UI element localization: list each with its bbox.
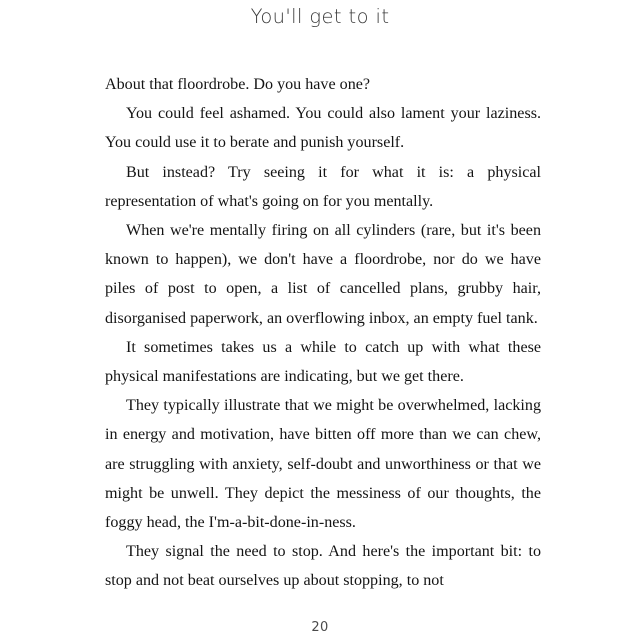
page-number: 20 (311, 620, 329, 635)
paragraph: When we're mentally firing on all cylinders (rare, but it's been known to happen), we don't have a floordrobe, nor do we have piles of post to open, a list of cancelled plans, grubby hair, disorganised paperwork, an overflowing inbox, an empty fuel tank. (105, 222, 541, 327)
paragraph: About that floordrobe. Do you have one? (105, 76, 371, 93)
paragraph: They typically illustrate that we might be overwhelmed, lacking in energy and motivation, have bitten off more than we can chew, are struggling with anxiety, self-doubt and unworthiness or that we might be unwell. They depict the messiness of our thoughts, the foggy head, the I'm-a-bit-done-in-ness. (105, 397, 541, 532)
body-text-column (105, 70, 541, 596)
paragraph: It sometimes takes us a while to catch up with what these physical manifestations are indicating, but we get there. (105, 338, 541, 386)
paragraph: You could feel ashamed. You could also lament your laziness. You could use it to berate and punish yourself. (105, 105, 541, 152)
chapter-title: You'll get to it (250, 5, 390, 28)
paragraph: They signal the need to stop. And here's the important bit: to stop and not beat ourselves up about stopping, to not (105, 543, 541, 590)
paragraph: But instead? Try seeing it for what it is: a physical representation of what's going on for you mentally. (105, 163, 541, 210)
